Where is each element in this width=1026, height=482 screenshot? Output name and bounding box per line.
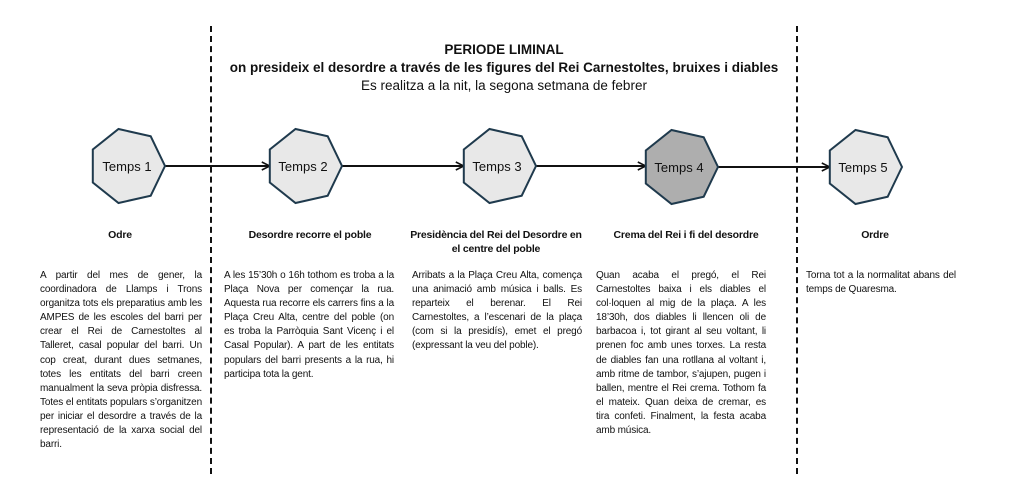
period-subtitle: on presideix el desordre a través de les figures del Rei Carnestoltes, bruixes i diables [229, 60, 779, 75]
stage-description-2: A les 15’30h o 16h tothom es troba a la Plaça Nova per començar la rua. Aquesta rua recorre els carrers fins a la Plaça Creu Alta, centre del poble (on es troba la Parròquia Sant Vicenç i el Casal Popular). A part de les entitats populars del barri presents a la rua, hi participa tota la gent. [224, 270, 394, 380]
stage-description-4: Quan acaba el pregó, el Rei Carnestoltes baixa i els diables el col·loquen al mig de la plaça. A les 18’30h, dos diables li llencen oli de barbacoa i, tot girant al seu voltant, li prenen foc amb unes torxes. La resta de diables fan una rotllana al voltant i, amb ritme de tambor, s’ajupen, pugen i ballen, mentre el Rei crema. Tothom fa el mateix. Quan deixa de cremar, es tira confeti. Finalment, la festa acaba amb música. [596, 270, 766, 437]
node-label-temps-3: Temps 3 [472, 159, 522, 174]
period-note: Es realitza a la nit, la segona setmana de febrer [361, 78, 647, 93]
stage-title-1: Odre [108, 229, 132, 241]
stage-description-1: A partir del mes de gener, la coordinadora de Llamps i Trons organitza tots els preparatius amb les AMPES de les escoles del barri per crear el Rei de Carnestoltes al Talleret, casal popular del barri. Un cop creat, durant dues setmanes, totes les entitats del barri creen manualment la seva pròpia disfressa. Totes el entitats populars s’organitzen per iniciar el desordre a través de la representació de la xarxa social del barri. [40, 270, 202, 451]
stage-title-2: Desordre recorre el poble [248, 229, 372, 241]
period-title: PERIODE LIMINAL [444, 42, 564, 57]
node-label-temps-5: Temps 5 [838, 160, 888, 175]
stage-description-5: Torna tot a la normalitat abans del temps de Quaresma. [806, 270, 956, 296]
stage-description-3: Arribats a la Plaça Creu Alta, comença una animació amb música i balls. Es reparteix el berenar. El Rei Carnestoltes, a l’escenari de la plaça (com si la presidís), emet el pregó (expressant la veu del poble). [412, 270, 582, 352]
node-label-temps-2: Temps 2 [278, 159, 328, 174]
node-label-temps-1: Temps 1 [102, 159, 152, 174]
stage-title-3: Presidència del Rei del Desordre en el centre del poble [410, 229, 582, 255]
node-label-temps-4: Temps 4 [654, 160, 704, 175]
stage-title-5: Ordre [861, 229, 889, 241]
stage-title-4: Crema del Rei i fi del desordre [613, 229, 759, 241]
